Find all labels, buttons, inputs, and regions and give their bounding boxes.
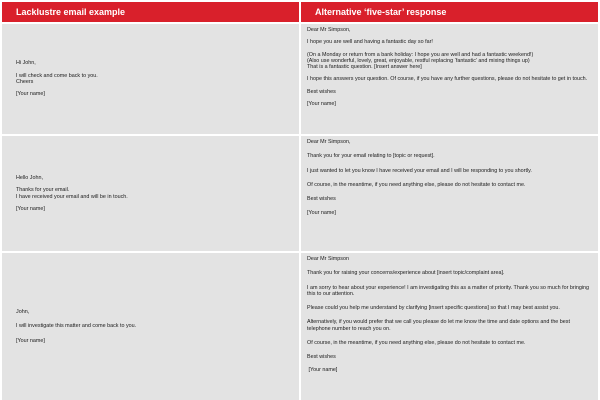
body-text: I just wanted to let you know I have received your email and I will be responding to you shortly. xyxy=(307,167,532,174)
email-comparison-table xyxy=(2,2,598,398)
body-text: Of course, in the meantime, if you need anything else, please do not hesitate to contact me. xyxy=(307,340,526,347)
signature: [Your name] xyxy=(16,337,45,344)
signature: [Your name] xyxy=(16,205,45,212)
header-five-star xyxy=(301,2,598,22)
signature: [Your name] xyxy=(16,91,45,98)
signature: [Your name] xyxy=(307,101,336,108)
body-text: I will check and come back to you. Cheers xyxy=(16,72,98,85)
body-text: Thanks for your email. I have received your email and will be in touch. xyxy=(16,187,128,200)
greeting: Dear Mr Simpson xyxy=(307,256,349,262)
sign-off: Best wishes xyxy=(307,196,336,203)
body-text: (On a Monday or return from a bank holiday: I hope you are well and had a fantastic weekend!) (Also use wonderful, lovely, great, enjoyable, restful replacing ‘fantastic’ and mixing things up) That is a fantastic question. [Insert answer here] xyxy=(307,51,534,71)
greeting: Hi John, xyxy=(16,60,36,67)
body-text: Thank you for your email relating to [topic or request]. xyxy=(307,153,435,160)
greeting: John, xyxy=(16,309,30,316)
five-star-email-2 xyxy=(301,136,598,251)
signature: [Your name] xyxy=(307,210,336,217)
header-lacklustre-label: Lacklustre email example xyxy=(16,7,126,17)
greeting: Hello John, xyxy=(16,174,43,181)
signature: [Your name] xyxy=(307,366,338,373)
body-text: I am sorry to hear about your experience! I am investigating this as a matter of priority. Thank you so much for bringing this to our attention. xyxy=(307,284,591,297)
greeting: Dear Mr Simpson, xyxy=(307,139,351,145)
header-five-star-label: Alternative ‘five-star’ response xyxy=(315,7,447,17)
lacklustre-email-1 xyxy=(2,24,299,134)
sign-off: Best wishes xyxy=(307,88,336,95)
body-text: I hope this answers your question. Of course, if you have any further questions, please do not hesitate to get in touch. xyxy=(307,76,588,83)
body-text: Thank you for raising your concerns/experience about [insert topic/complaint area]. xyxy=(307,270,505,277)
body-text: Alternatively, if you would prefer that we call you please do let me know the time and date options and the best telephone number to reach you on. xyxy=(307,319,572,332)
body-text: I will investigate this matter and come back to you. xyxy=(16,323,137,330)
greeting: Dear Mr Simpson, xyxy=(307,27,351,33)
body-text: Of course, in the meantime, if you need anything else, please do not hesitate to contact me. xyxy=(307,181,526,188)
body-text: I hope you are well and having a fantastic day so far! xyxy=(307,39,433,46)
header-lacklustre xyxy=(2,2,299,22)
lacklustre-email-2 xyxy=(2,136,299,251)
five-star-email-3 xyxy=(301,253,598,400)
five-star-email-1 xyxy=(301,24,598,134)
body-text: Please could you help me understand by clarifying [insert specific questions] so that I may best assist you. xyxy=(307,305,560,312)
lacklustre-email-3 xyxy=(2,253,299,400)
sign-off: Best wishes xyxy=(307,354,336,361)
